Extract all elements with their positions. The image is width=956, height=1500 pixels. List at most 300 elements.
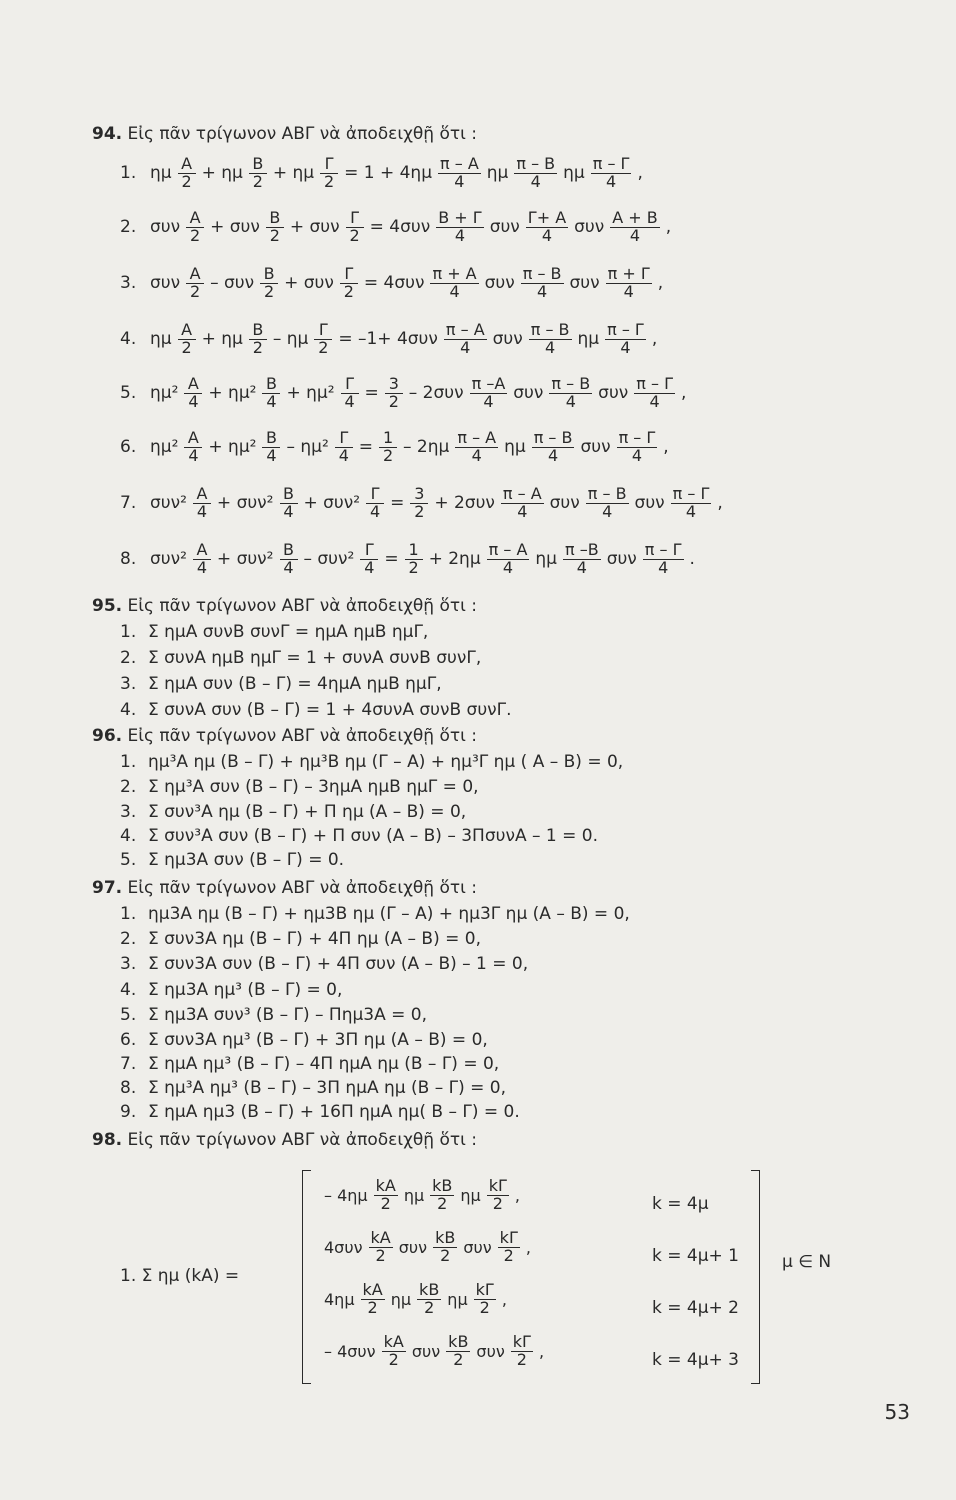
item-index: 4. — [120, 700, 137, 720]
denominator: 4 — [565, 391, 576, 411]
equation-term: , — [657, 273, 664, 293]
equation-term: , — [525, 1237, 531, 1257]
equation-term: συν — [150, 217, 181, 237]
denominator: 4 — [460, 337, 471, 357]
fraction — [382, 1334, 406, 1369]
fraction — [487, 1178, 509, 1213]
numerator: 1 — [405, 542, 423, 560]
equation-term: , — [501, 1289, 507, 1309]
item-index: 1. — [120, 163, 137, 183]
denominator: 2 — [382, 445, 394, 465]
numerator: A — [186, 266, 204, 284]
equation-line — [120, 850, 345, 870]
fraction — [335, 427, 353, 465]
equation-line — [120, 674, 442, 694]
fraction — [444, 319, 487, 357]
equation-term: – συν — [210, 273, 255, 293]
equation-term: – 4ημ — [324, 1185, 368, 1205]
fraction — [498, 1230, 520, 1265]
fraction — [280, 539, 298, 577]
denominator: 2 — [375, 1245, 386, 1265]
fraction — [526, 207, 568, 245]
equation-line — [120, 1102, 520, 1122]
fraction — [249, 319, 267, 357]
equation-term: συν — [150, 273, 181, 293]
equation-line — [120, 777, 479, 797]
equation-term: ημ — [486, 163, 509, 183]
denominator: 4 — [454, 225, 466, 245]
equation-text: Σ ημ³Α συν (Β – Γ) – 3ημΑ ημΒ ημΓ = 0, — [148, 777, 479, 797]
denominator: 4 — [547, 445, 559, 465]
fraction — [532, 427, 575, 465]
problem-statement: Εἰς πᾶν τρίγωνον ΑΒΓ νὰ ἀποδειχθῇ ὅτι : — [127, 124, 477, 144]
equation-line — [120, 802, 467, 822]
fraction — [514, 153, 557, 191]
item-index: 5. — [120, 1005, 137, 1025]
denominator: 4 — [454, 171, 465, 191]
item-index: 1. — [120, 904, 137, 924]
denominator: 2 — [190, 225, 201, 245]
numerator: Γ — [341, 376, 359, 394]
problem-number: 94. — [92, 124, 123, 144]
problem-98-heading — [92, 1130, 477, 1150]
problem-statement: Εἰς πᾶν τρίγωνον ΑΒΓ νὰ ἀποδειχθῇ ὅτι : — [127, 878, 477, 898]
item-index: 3. — [120, 802, 137, 822]
denominator: 4 — [196, 557, 208, 577]
case-condition: k = 4μ+ 1 — [652, 1246, 739, 1266]
numerator: π – A — [445, 319, 485, 339]
equation-row — [120, 314, 659, 364]
denominator: 4 — [602, 501, 613, 521]
equation-term: συν — [411, 1341, 441, 1361]
denominator: 2 — [408, 557, 419, 577]
numerator: B — [260, 266, 278, 284]
numerator: kB — [435, 1228, 456, 1247]
equation-term: + συν — [210, 217, 260, 237]
denominator: 4 — [369, 501, 381, 521]
equation-term: ημ — [563, 163, 585, 183]
right-bracket — [751, 1170, 760, 1384]
piecewise-case — [322, 1334, 546, 1369]
numerator: Γ — [366, 486, 384, 504]
denominator: 2 — [479, 1297, 490, 1317]
numerator: A — [184, 430, 202, 448]
denominator: 2 — [252, 171, 263, 191]
equation-term: = 4συν — [369, 217, 431, 237]
numerator: Γ — [360, 542, 378, 560]
fraction — [361, 1282, 385, 1317]
denominator: 2 — [264, 281, 275, 301]
item-index: 1. — [120, 622, 137, 642]
problem-95-heading — [92, 596, 477, 616]
denominator: 2 — [367, 1297, 378, 1317]
numerator: B — [266, 210, 284, 228]
denominator: 4 — [471, 445, 482, 465]
denominator: 2 — [269, 225, 280, 245]
fraction — [178, 319, 196, 357]
equation-term: – 4συν — [324, 1341, 376, 1361]
item-index: 1. — [120, 752, 137, 772]
denominator: 4 — [541, 225, 553, 245]
equation-term: – ημ — [272, 329, 309, 349]
fraction — [249, 153, 267, 191]
equation-text: Σ ημΑ ημ3 (Β – Γ) + 16Π ημΑ ημ( Β – Γ) = 0. — [148, 1102, 520, 1122]
denominator: 2 — [516, 1349, 527, 1369]
case-condition: k = 4μ+ 2 — [652, 1298, 739, 1318]
fraction — [470, 373, 508, 411]
numerator: π – Γ — [672, 483, 710, 503]
numerator: B — [280, 486, 298, 504]
equation-text: Σ συνΑ συν (Β – Γ) = 1 + 4συνΑ συνΒ συνΓ. — [148, 700, 512, 720]
fraction — [280, 483, 298, 521]
equation-row — [120, 478, 725, 528]
item-index: 2. — [120, 777, 137, 797]
denominator: 4 — [266, 445, 277, 465]
numerator: kΓ — [475, 1280, 494, 1299]
equation-term: ημ² — [150, 383, 179, 403]
equation-term: + ημ² — [208, 383, 257, 403]
equation-line — [120, 752, 624, 772]
fraction — [643, 539, 684, 577]
denominator: 4 — [283, 557, 294, 577]
equation-term: – 2συν — [408, 383, 464, 403]
equation-row — [120, 534, 697, 584]
fraction — [262, 373, 280, 411]
equation-row — [120, 368, 688, 418]
denominator: 2 — [503, 1245, 514, 1265]
numerator: kΓ — [499, 1228, 518, 1247]
numerator: kA — [362, 1280, 383, 1299]
fraction — [606, 263, 652, 301]
equation-line — [120, 954, 529, 974]
equation-term: + συν² — [303, 493, 361, 513]
denominator: 4 — [545, 337, 556, 357]
fraction — [563, 539, 601, 577]
numerator: π – A — [440, 153, 479, 173]
equation-text: Σ ημΑ ημ³ (Β – Γ) – 4Π ημΑ ημ (Β – Γ) = 0, — [148, 1054, 500, 1074]
denominator: 4 — [188, 391, 199, 411]
equation-line — [120, 1030, 488, 1050]
problem-statement: Εἰς πᾶν τρίγωνον ΑΒΓ νὰ ἀποδειχθῇ ὅτι : — [127, 596, 477, 616]
denominator: 4 — [658, 557, 669, 577]
equation-term: , — [663, 437, 669, 457]
numerator: kB — [419, 1280, 440, 1299]
equation-term: συν — [580, 437, 611, 457]
item-index: 7. — [120, 493, 137, 513]
equation-term: συν — [476, 1341, 505, 1361]
equation-line — [120, 1078, 507, 1098]
fraction — [184, 427, 202, 465]
fraction — [374, 1178, 398, 1213]
fraction — [385, 373, 403, 411]
denominator: 4 — [530, 171, 541, 191]
case-condition: k = 4μ+ 3 — [652, 1350, 739, 1370]
denominator: 2 — [453, 1349, 464, 1369]
denominator: 2 — [388, 1349, 399, 1369]
denominator: 4 — [344, 391, 355, 411]
equation-term: ημ — [535, 549, 557, 569]
denominator: 2 — [349, 225, 360, 245]
numerator: kA — [370, 1228, 391, 1247]
fraction — [634, 373, 675, 411]
equation-line — [120, 1054, 500, 1074]
numerator: B — [262, 376, 280, 394]
denominator: 4 — [483, 391, 494, 411]
problem-number: 98. — [92, 1130, 123, 1150]
equation-term: ημ — [403, 1185, 425, 1205]
equation-term: – ημ² — [286, 437, 329, 457]
equation-term: = –1+ 4συν — [338, 329, 438, 349]
item-index: 2. — [120, 648, 137, 668]
equation-text: Σ συν³Α ημ (Β – Γ) + Π ημ (Α – Β) = 0, — [148, 802, 467, 822]
numerator: Γ+ A — [527, 207, 567, 227]
equation-term: συν — [484, 273, 515, 293]
item-index: 4. — [120, 329, 137, 349]
fraction — [501, 483, 544, 521]
problem-94-heading — [92, 124, 477, 144]
fraction — [455, 427, 498, 465]
equation-term: . — [689, 549, 695, 569]
numerator: A — [186, 210, 204, 228]
item-index: 8. — [120, 1078, 137, 1098]
fraction — [671, 483, 712, 521]
denominator: 4 — [364, 557, 375, 577]
equation-text: Σ ημ3Α συν³ (Β – Γ) – Πημ3Α = 0, — [148, 1005, 428, 1025]
denominator: 2 — [388, 391, 399, 411]
equation-term: συν — [569, 273, 600, 293]
numerator: Γ — [320, 156, 338, 174]
fraction — [178, 153, 196, 191]
equation-term: συν — [549, 493, 580, 513]
equation-term: = 4συν — [363, 273, 425, 293]
item-index: 5. — [120, 383, 137, 403]
numerator: Γ — [346, 210, 364, 228]
fraction — [438, 153, 481, 191]
denominator: 4 — [576, 557, 587, 577]
numerator: kA — [383, 1332, 404, 1351]
equation-term: + 2ημ — [428, 549, 481, 569]
numerator: π – B — [587, 483, 627, 503]
equation-term: , — [681, 383, 687, 403]
item-index: 6. — [120, 437, 137, 457]
fraction — [193, 539, 211, 577]
fraction — [436, 207, 483, 245]
numerator: π – B — [522, 263, 562, 283]
numerator: π –A — [471, 373, 506, 393]
fraction — [617, 427, 658, 465]
equation-term: 4ημ — [324, 1289, 355, 1309]
equation-term: + συν — [289, 217, 340, 237]
equation-term: + ημ — [201, 329, 243, 349]
equation-text: ημ³Α ημ (Β – Γ) + ημ³Β ημ (Γ – Α) + ημ³Γ ημ ( Α – Β) = 0, — [148, 752, 624, 772]
equation-term: + ημ² — [286, 383, 335, 403]
numerator: π – B — [530, 319, 570, 339]
denominator: 4 — [537, 281, 548, 301]
denominator: 4 — [188, 445, 199, 465]
denominator: 4 — [449, 281, 460, 301]
fraction — [405, 539, 423, 577]
numerator: π –B — [564, 539, 599, 559]
equation-line — [120, 700, 512, 720]
equation-row — [120, 202, 673, 252]
left-bracket — [302, 1170, 311, 1384]
equation-term: , — [637, 163, 643, 183]
equation-term: συν² — [150, 549, 187, 569]
fraction — [430, 263, 478, 301]
numerator: A — [178, 156, 196, 174]
denominator: 4 — [266, 391, 277, 411]
fraction — [360, 539, 378, 577]
fraction — [341, 373, 359, 411]
fraction — [266, 207, 284, 245]
numerator: A — [178, 322, 196, 340]
fraction — [366, 483, 384, 521]
equation-term: = — [358, 437, 374, 457]
equation-line — [120, 648, 482, 668]
item-index: 3. — [120, 273, 137, 293]
equation-term: συν — [463, 1237, 492, 1257]
equation-text: Σ συν³Α συν (Β – Γ) + Π συν (Α – Β) – 3ΠσυνΑ – 1 = 0. — [148, 826, 598, 846]
equation-row — [120, 422, 671, 472]
equation-term: συν — [489, 217, 520, 237]
equation-term: συν — [598, 383, 629, 403]
sum-lhs: 1. Σ ημ (kΑ) = — [120, 1266, 240, 1286]
fraction — [549, 373, 592, 411]
numerator: B — [249, 322, 267, 340]
fraction — [346, 207, 364, 245]
numerator: B — [262, 430, 280, 448]
equation-term: συν — [606, 549, 637, 569]
equation-term: + ημ — [272, 163, 315, 183]
equation-term: + συν² — [216, 493, 274, 513]
fraction — [511, 1334, 533, 1369]
equation-term: ημ² — [150, 437, 179, 457]
item-index: 4. — [120, 826, 137, 846]
numerator: π – B — [516, 153, 556, 173]
denominator: 4 — [517, 501, 528, 521]
equation-text: Σ ημΑ συν (Β – Γ) = 4ημΑ ημΒ ημΓ, — [148, 674, 442, 694]
denominator: 4 — [620, 337, 631, 357]
equation-text: Σ συν3Α συν (Β – Γ) + 4Π συν (Α – Β) – 1 = 0, — [148, 954, 529, 974]
fraction — [314, 319, 332, 357]
item-index: 2. — [120, 217, 137, 237]
denominator: 4 — [338, 445, 349, 465]
equation-term: συν — [574, 217, 605, 237]
denominator: 2 — [181, 337, 192, 357]
numerator: π – Γ — [607, 319, 644, 339]
fraction — [474, 1282, 496, 1317]
numerator: π – Γ — [636, 373, 673, 393]
equation-text: Σ ημΑ συνΒ συνΓ = ημΑ ημΒ ημΓ, — [148, 622, 429, 642]
denominator: 4 — [649, 391, 660, 411]
fraction — [262, 427, 280, 465]
numerator: π – A — [457, 427, 497, 447]
item-index: 5. — [120, 850, 137, 870]
denominator: 2 — [324, 171, 335, 191]
numerator: 3 — [385, 376, 403, 394]
problem-97-heading — [92, 878, 477, 898]
equation-term: , — [665, 217, 672, 237]
fraction — [586, 483, 629, 521]
denominator: 2 — [252, 337, 263, 357]
equation-line — [120, 622, 429, 642]
numerator: kB — [432, 1176, 453, 1195]
fraction — [184, 373, 202, 411]
piecewise-case — [322, 1178, 522, 1213]
denominator: 4 — [283, 501, 294, 521]
equation-term: συν — [513, 383, 544, 403]
equation-term: , — [651, 329, 658, 349]
equation-term: ημ — [150, 163, 172, 183]
problem-number: 95. — [92, 596, 123, 616]
numerator: π – A — [488, 539, 528, 559]
numerator: π – B — [533, 427, 573, 447]
numerator: B — [280, 542, 298, 560]
numerator: π – B — [551, 373, 591, 393]
denominator: 2 — [414, 501, 425, 521]
piecewise-case — [322, 1282, 509, 1317]
numerator: π – Γ — [592, 153, 630, 173]
case-condition: k = 4μ — [652, 1194, 709, 1214]
numerator: 1 — [379, 430, 397, 448]
problem-number: 97. — [92, 878, 123, 898]
denominator: 4 — [623, 281, 634, 301]
numerator: π + Γ — [607, 263, 650, 283]
numerator: kΓ — [512, 1332, 531, 1351]
problem-statement: Εἰς πᾶν τρίγωνον ΑΒΓ νὰ ἀποδειχθῇ ὅτι : — [127, 1130, 477, 1150]
denominator: 4 — [502, 557, 514, 577]
fraction — [610, 207, 660, 245]
equation-term: – 2ημ — [403, 437, 450, 457]
numerator: π + A — [432, 263, 477, 283]
item-index: 3. — [120, 954, 137, 974]
fraction — [379, 427, 397, 465]
numerator: A — [193, 486, 211, 504]
equation-term: συν — [492, 329, 523, 349]
item-index: 6. — [120, 1030, 137, 1050]
piecewise-case — [322, 1230, 533, 1265]
equation-term: + ημ — [201, 163, 243, 183]
equation-term: ημ — [447, 1289, 468, 1309]
equation-term: , — [717, 493, 723, 513]
equation-term: ημ — [150, 329, 172, 349]
page-number: 53 — [884, 1400, 910, 1424]
equation-text: ημ3Α ημ (Β – Γ) + ημ3Β ημ (Γ – Α) + ημ3Γ ημ (Α – Β) = 0, — [148, 904, 630, 924]
equation-row — [120, 148, 645, 198]
fraction — [417, 1282, 441, 1317]
denominator: 4 — [631, 445, 643, 465]
equation-text: Σ ημ3Α συν (Β – Γ) = 0. — [148, 850, 345, 870]
equation-term: + συν — [284, 273, 334, 293]
denominator: 2 — [492, 1193, 503, 1213]
equation-line — [120, 826, 598, 846]
equation-term: συν — [398, 1237, 428, 1257]
equation-term: ημ — [390, 1289, 412, 1309]
equation-term: ημ — [504, 437, 526, 457]
equation-term: + 2συν — [434, 493, 495, 513]
denominator: 2 — [380, 1193, 391, 1213]
equation-term: + ημ² — [208, 437, 257, 457]
item-index: 7. — [120, 1054, 137, 1074]
equation-term: συν² — [150, 493, 187, 513]
piecewise-bracket — [302, 1170, 760, 1384]
equation-term: 4συν — [324, 1237, 363, 1257]
denominator: 2 — [440, 1245, 451, 1265]
fraction — [605, 319, 646, 357]
equation-line — [120, 904, 630, 924]
fraction — [430, 1178, 454, 1213]
problem-number: 96. — [92, 726, 123, 746]
